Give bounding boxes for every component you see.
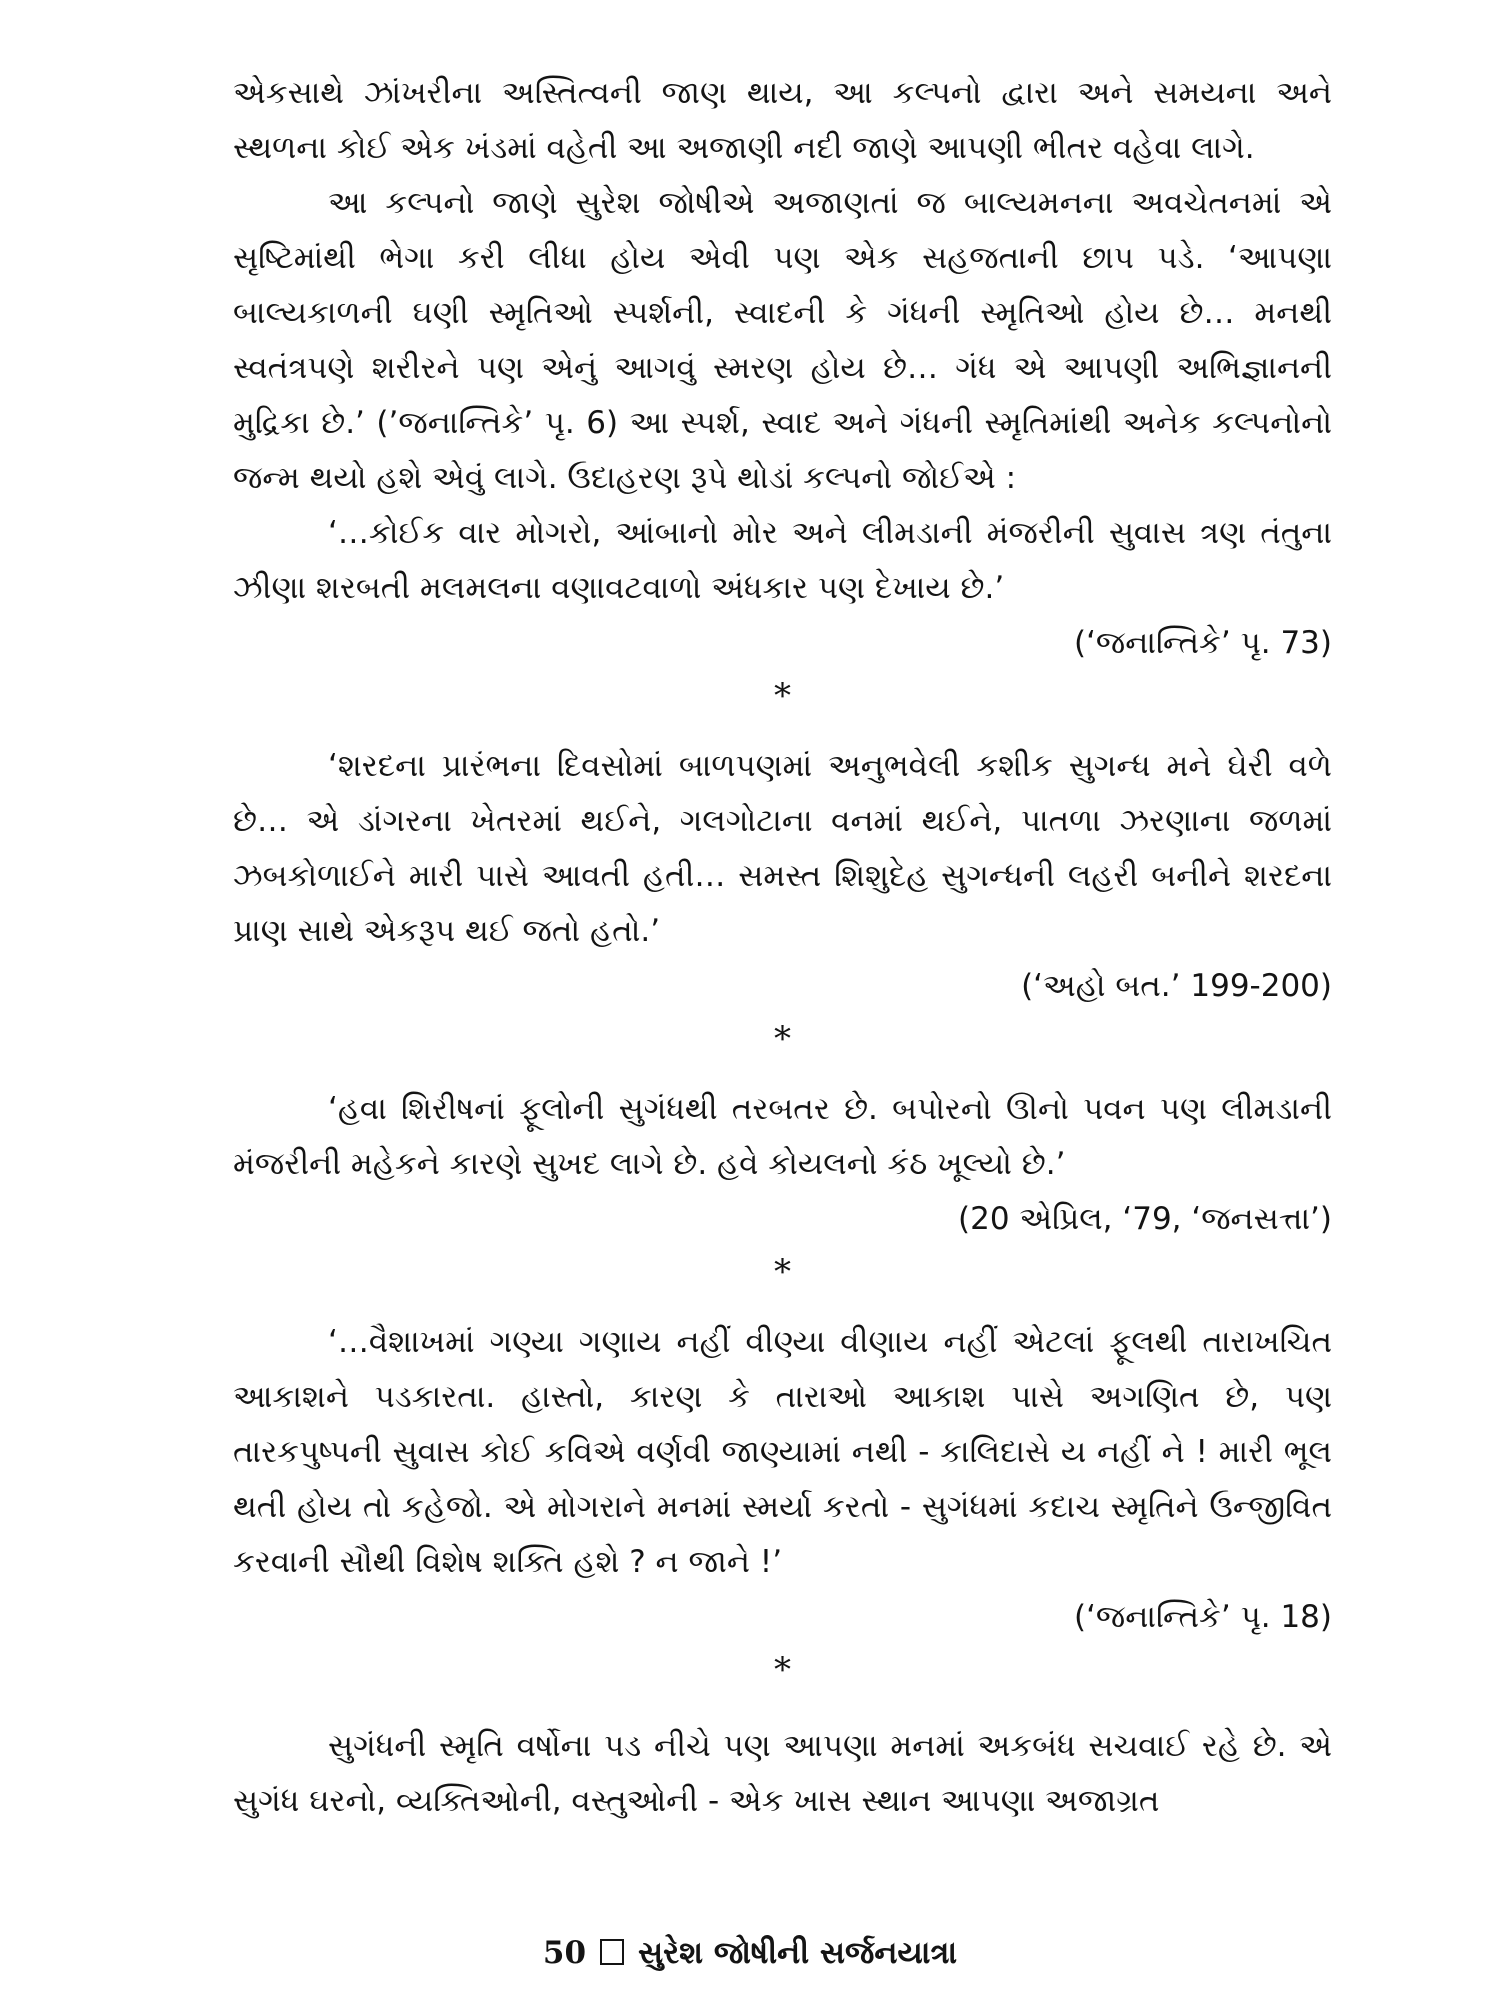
paragraph-continued: એકસાથે ઝાંખરીના અસ્તિત્વની જાણ થાય, આ કલ્પનો દ્વારા અને સમયના અને સ્થળના કોઈ એક ખંડમાં વહેતી આ અજાણી નદી જાણે આપણી ભીતર વહેવા લાગે. <box>233 75 1332 166</box>
page-number: 50 <box>542 1935 587 1971</box>
page-body <box>233 66 1332 1829</box>
separator-4: * <box>774 1650 791 1690</box>
running-title: સુરેશ જોષીની સર્જનયાત્રા <box>638 1935 958 1971</box>
quote-2-text: ‘શરદના પ્રારંભના દિવસોમાં બાળપણમાં અનુભવેલી કશીક સુગન્ધ મને ઘેરી વળે છે… એ ડાંગરના ખેતરમાં થઈને, ગલગોટાના વનમાં થઈને, પાતળા ઝરણાના જળમાં ઝબકોળાઈને મારી પાસે આવતી હતી… સમસ્ત શિશુદેહ સુગન્ધની લહરી બનીને શરદના પ્રાણ સાથે એકરૂપ થઈ જતો હતો.’ <box>233 748 1332 949</box>
quote-3-citation: (20 એપ્રિલ, ‘79, ‘જનસત્તા’) <box>958 1201 1332 1237</box>
separator-2: * <box>774 1019 791 1059</box>
page-footer <box>0 1935 1500 1972</box>
quote-1-citation: (‘જનાન્તિકે’ પૃ. 73) <box>1073 625 1332 661</box>
box-separator-icon <box>600 1939 624 1965</box>
quote-2-citation: (‘અહો બત.’ 199-200) <box>1021 968 1332 1004</box>
separator-1: * <box>774 676 791 716</box>
quote-4-text: ‘…વૈશાખમાં ગણ્યા ગણાય નહીં વીણ્યા વીણાય નહીં એટલાં ફૂલથી તારાખચિત આકાશને પડકારતા. હાસ્તો, કારણ કે તારાઓ આકાશ પાસે અગણિત છે, પણ તારકપુષ્પની સુવાસ કોઈ કવિએ વર્ણવી જાણ્યામાં નથી - કાલિદાસે ય નહીં ને ! મારી ભૂલ થતી હોય તો કહેજો. એ મોગરાને મનમાં સ્મર્યા કરતો - સુગંધમાં કદાચ સ્મૃતિને ઉન્જીવિત કરવાની સૌથી વિશેષ શક્તિ હશે ? ન જાને !’ <box>233 1324 1332 1580</box>
paragraph-closing: સુગંધની સ્મૃતિ વર્ષોના પડ નીચે પણ આપણા મનમાં અકબંધ સચવાઈ રહે છે. એ સુગંધ ઘરનો, વ્યક્તિઓની, વસ્તુઓની - એક ખાસ સ્થાન આપણા અજાગ્રત <box>233 1728 1332 1819</box>
paragraph-intro: આ કલ્પનો જાણે સુરેશ જોષીએ અજાણતાં જ બાલ્યમનના અવચેતનમાં એ સૃષ્ટિમાંથી ભેગા કરી લીધા હોય એવી પણ એક સહજતાની છાપ પડે. ‘આપણા બાલ્યકાળની ઘણી સ્મૃતિઓ સ્પર્શની, સ્વાદની કે ગંધની સ્મૃતિઓ હોય છે… મનથી સ્વતંત્રપણે શરીરને પણ એનું આગવું સ્મરણ હોય છે… ગંધ એ આપણી અભિજ્ઞાનની મુદ્રિકા છે.’ (’જનાન્તિકે’ પૃ. 6) આ સ્પર્શ, સ્વાદ અને ગંધની સ્મૃતિમાંથી અનેક કલ્પનોનો જન્મ થયો હશે એવું લાગે. ઉદાહરણ રૂપે થોડાં કલ્પનો જોઈએ : <box>233 185 1332 496</box>
separator-3: * <box>774 1252 791 1292</box>
quote-1-text: ‘…કોઈક વાર મોગરો, આંબાનો મોર અને લીમડાની મંજરીની સુવાસ ત્રણ તંતુના ઝીણા શરબતી મલમલના વણાવટવાળો અંધકાર પણ દેખાય છે.’ <box>233 515 1332 606</box>
quote-3-text: ‘હવા શિરીષનાં ફૂલોની સુગંધથી તરબતર છે. બપોરનો ઊનો પવન પણ લીમડાની મંજરીની મહેકને કારણે સુખદ લાગે છે. હવે કોયલનો કંઠ ખૂલ્યો છે.’ <box>233 1091 1332 1182</box>
quote-4-citation: (‘જનાન્તિકે’ પૃ. 18) <box>1073 1599 1332 1635</box>
